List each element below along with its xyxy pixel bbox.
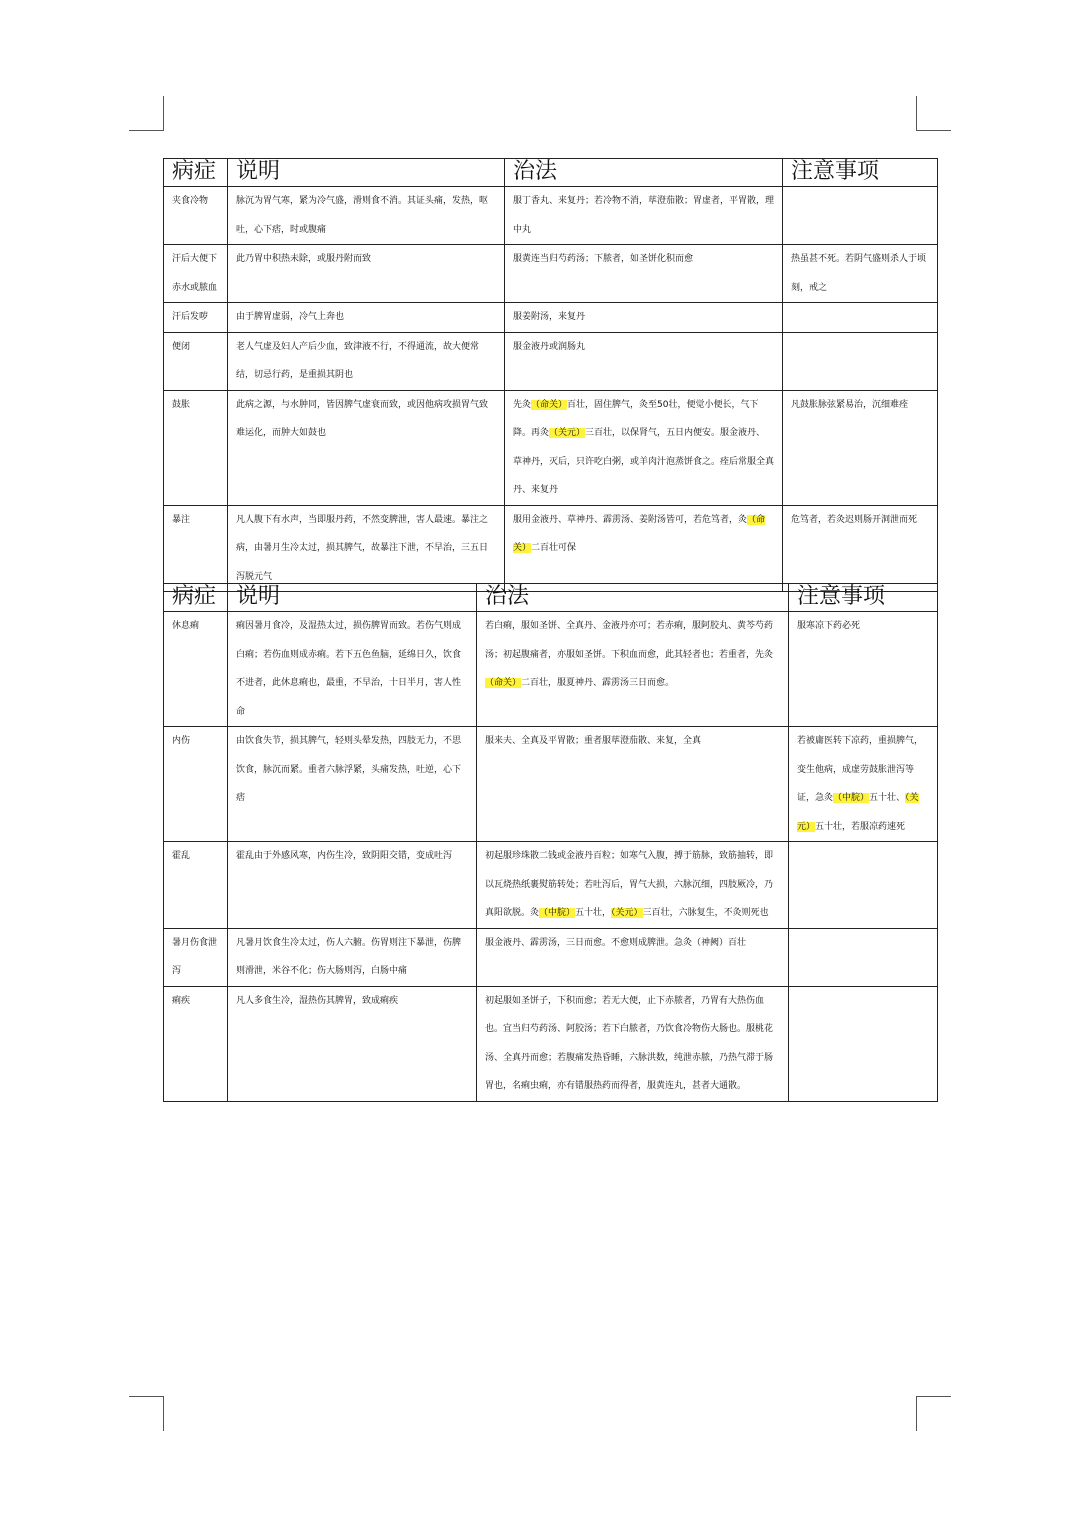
text-segment: 服黄连当归芍药汤；下脓者，如圣饼化积而愈 bbox=[513, 254, 694, 264]
cell-treatment bbox=[505, 390, 783, 505]
text-segment: 服寒凉下药必死 bbox=[797, 621, 861, 631]
cell-treatment bbox=[505, 303, 783, 333]
cell-notes: 凡鼓胀脉弦紧易治，沉细难痊 bbox=[783, 390, 938, 505]
cell-notes bbox=[789, 842, 938, 929]
text-segment: 五十壮，若服凉药速死 bbox=[815, 821, 906, 832]
table-row bbox=[164, 390, 938, 505]
crop-mark-bottom-left-h bbox=[129, 1396, 164, 1397]
table-row bbox=[164, 727, 938, 842]
header-treatment: 治法 bbox=[477, 584, 789, 612]
cell-notes bbox=[789, 928, 938, 986]
table-row bbox=[164, 612, 938, 727]
cell-disease: 鼓胀 bbox=[164, 390, 228, 505]
header-notes: 注意事项 bbox=[789, 584, 938, 612]
crop-mark-bottom-right-h bbox=[916, 1396, 951, 1397]
text-segment: 若白痢，服如圣饼、全真丹、金液丹亦可；若赤痢，服阿胶丸、黄芩芍药汤；初起腹痛者，亦服如圣饼。下积血而愈，此其轻者也；若重者，先灸 bbox=[485, 621, 774, 660]
cell-treatment bbox=[477, 928, 789, 986]
header-disease: 病症 bbox=[164, 159, 228, 187]
header-disease: 病症 bbox=[164, 584, 228, 612]
text-segment: 百壮，固住脾气，灸至50壮，便觉小便长，气下降。再灸 bbox=[513, 399, 759, 438]
cell-treatment bbox=[477, 986, 789, 1101]
crop-mark-bottom-left-v bbox=[163, 1396, 164, 1431]
table-header-row bbox=[164, 584, 938, 612]
cell-explanation: 由饮食失节，损其脾气，轻则头晕发热，四肢无力，不思饮食，脉沉而紧。重者六脉浮紧，头痛发热，吐逆，心下痞 bbox=[228, 727, 477, 842]
cell-explanation: 痢因暑月食冷，及湿热太过，损伤脾胃而致。若伤气则成白痢；若伤血则成赤痢。若下五色鱼脑，延绵日久，饮食不进者，此休息痢也，最重，不早治，十日半月，害人性命 bbox=[228, 612, 477, 727]
disease-table-2 bbox=[163, 583, 938, 1102]
cell-explanation: 凡暑月饮食生冷太过，伤人六腑。伤胃则注下暴泄，伤脾则滑泄，米谷不化；伤大肠则泻，白肠中痛 bbox=[228, 928, 477, 986]
disease-table-1 bbox=[163, 158, 938, 592]
cell-explanation: 凡人腹下有水声，当即服丹药，不然变脾泄，害人最速。暴注之病，由暑月生冷太过，损其脾气，故暴注下泄，不早治，三五日泻脱元气 bbox=[228, 505, 505, 592]
crop-mark-top-left-v bbox=[163, 96, 164, 131]
cell-explanation: 脉沉为胃气寒，紧为冷气盛，滑则食不消。其证头痛，发热，呕吐，心下痞，时或腹痛 bbox=[228, 187, 505, 245]
text-segment: 服姜附汤，来复丹 bbox=[513, 312, 586, 322]
cell-treatment bbox=[477, 612, 789, 727]
text-segment: 若被庸医转下凉药，重损脾气，变生他病，成虚劳鼓胀泄泻等证，急灸 bbox=[797, 736, 924, 803]
table-row bbox=[164, 303, 938, 333]
cell-explanation: 由于脾胃虚弱，冷气上奔也 bbox=[228, 303, 505, 333]
text-segment: 服丁香丸、来复丹；若冷物不消，荜澄茄散；胃虚者，平胃散，理中丸 bbox=[513, 196, 775, 235]
highlighted-acupoint: （命关） bbox=[531, 399, 568, 410]
cell-notes: 热虽甚不死。若阴气盛则杀人于顷刻，戒之 bbox=[783, 245, 938, 303]
cell-notes bbox=[789, 727, 938, 842]
highlighted-acupoint: （中脘） bbox=[833, 793, 870, 803]
cell-treatment bbox=[477, 727, 789, 842]
cell-disease: 便闭 bbox=[164, 332, 228, 390]
cell-disease: 暑月伤食泄泻 bbox=[164, 928, 228, 986]
cell-treatment bbox=[505, 505, 783, 592]
crop-mark-top-right-h bbox=[916, 130, 951, 131]
text-segment: 初起服珍珠散二钱或金液丹百粒；如寒气入腹，搏于筋脉，致筋抽转，即以瓦烧热纸裹熨筋转处；若吐泻后，胃气大损，六脉沉细，四肢厥冷，乃真阳欲脱。灸 bbox=[485, 851, 774, 918]
cell-notes bbox=[789, 612, 938, 727]
table-row bbox=[164, 505, 938, 592]
header-treatment: 治法 bbox=[505, 159, 783, 187]
crop-mark-bottom-right-v bbox=[916, 1396, 917, 1431]
cell-disease: 汗后发哕 bbox=[164, 303, 228, 333]
table-row bbox=[164, 986, 938, 1101]
text-segment: 初起服如圣饼子，下积而愈；若无大便，止下赤脓者，乃胃有大热伤血也。宜当归芍药汤、阿胶汤；若下白脓者，乃饮食冷物伤大肠也。服桃花汤、全真丹而愈；若腹痛发热昏睡，六脉洪数，纯泄赤脓，乃热气滞于肠胃也，名痢虫痢，亦有错服热药而得者，服黄连丸，甚者大通散。 bbox=[485, 995, 774, 1091]
table-row bbox=[164, 332, 938, 390]
cell-notes bbox=[783, 187, 938, 245]
text-segment: 服金液丹、霹雳汤，三日而愈。不愈则成脾泄。急灸（神阙）百壮 bbox=[485, 937, 747, 948]
text-segment: 三百壮，六脉复生，不灸则死也 bbox=[642, 908, 769, 918]
cell-disease: 痢疾 bbox=[164, 986, 228, 1101]
cell-explanation: 霍乱由于外感风寒，内伤生冷，致阴阳交错，变成吐泻 bbox=[228, 842, 477, 929]
header-notes: 注意事项 bbox=[783, 159, 938, 187]
crop-mark-top-right-v bbox=[916, 96, 917, 131]
cell-treatment bbox=[505, 187, 783, 245]
highlighted-acupoint: （中脘） bbox=[539, 908, 576, 918]
cell-disease: 霍乱 bbox=[164, 842, 228, 929]
highlighted-acupoint: （关元） bbox=[797, 793, 919, 832]
text-segment: 先灸 bbox=[513, 399, 532, 410]
highlighted-acupoint: （关元） bbox=[549, 428, 586, 438]
table-header-row bbox=[164, 159, 938, 187]
cell-notes bbox=[783, 332, 938, 390]
text-segment: 二百壮，服夏神丹、霹雳汤三日而愈。 bbox=[521, 678, 675, 688]
highlighted-acupoint: （命关） bbox=[513, 514, 766, 553]
text-segment: 服来夫、全真及平胃散；重者服荜澄茄散、来复，全真 bbox=[485, 736, 702, 746]
text-segment: 服金液丹或润肠丸 bbox=[513, 341, 586, 352]
text-segment: 三百壮，以保肾气，五日内便安。服金液丹、草神丹，灭后，只许吃白粥，或羊肉汁泡蒸饼食之。痊后常服全真丹、来复丹 bbox=[513, 428, 775, 495]
table-row bbox=[164, 842, 938, 929]
highlighted-acupoint: （关元） bbox=[611, 908, 643, 918]
cell-disease: 休息痢 bbox=[164, 612, 228, 727]
cell-explanation: 此乃胃中积热未除，或服丹附而致 bbox=[228, 245, 505, 303]
cell-notes bbox=[783, 303, 938, 333]
cell-treatment bbox=[505, 332, 783, 390]
cell-explanation: 凡人多食生冷，湿热伤其脾胃，致成痢疾 bbox=[228, 986, 477, 1101]
table-row bbox=[164, 928, 938, 986]
crop-mark-top-left-h bbox=[129, 130, 164, 131]
text-segment: 五十壮， bbox=[575, 908, 612, 918]
cell-disease: 汗后大便下赤水或脓血 bbox=[164, 245, 228, 303]
cell-disease: 夹食冷物 bbox=[164, 187, 228, 245]
cell-disease: 内伤 bbox=[164, 727, 228, 842]
header-explanation: 说明 bbox=[228, 159, 505, 187]
cell-treatment bbox=[505, 245, 783, 303]
cell-disease: 暴注 bbox=[164, 505, 228, 592]
text-segment: 二百壮可保 bbox=[531, 543, 577, 553]
header-explanation: 说明 bbox=[228, 584, 477, 612]
text-segment: 五十壮、 bbox=[869, 793, 906, 803]
highlighted-acupoint: （命关） bbox=[485, 678, 522, 688]
cell-notes bbox=[789, 986, 938, 1101]
cell-explanation: 老人气虚及妇人产后少血，致津液不行，不得通流，故大便常结，切忌行药，是重损其阴也 bbox=[228, 332, 505, 390]
cell-explanation: 此病之源，与水肿同，皆因脾气虚衰而致，或因他病攻损胃气致难运化，而肿大如鼓也 bbox=[228, 390, 505, 505]
cell-notes: 危笃者，若灸迟则肠开洞泄而死 bbox=[783, 505, 938, 592]
cell-treatment bbox=[477, 842, 789, 929]
table-row bbox=[164, 245, 938, 303]
text-segment: 服用金液丹、草神丹、霹雳汤、姜附汤皆可，若危笃者，灸 bbox=[513, 514, 748, 525]
table-row bbox=[164, 187, 938, 245]
